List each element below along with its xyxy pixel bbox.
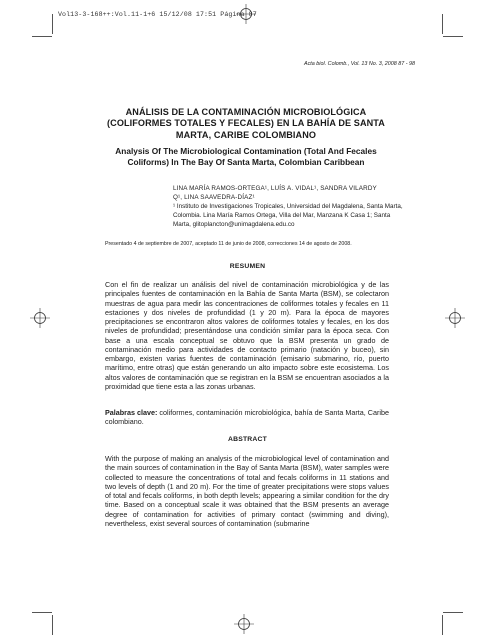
registration-mark-left-icon — [30, 308, 50, 328]
resumen-paragraph: Con el fin de realizar un análisis del nivel de contaminación microbiológica y de las principales fuentes de contaminación en la Bahía de Santa Marta (BSM), se colectaron muestras de agua para medir las concentraciones de coliformes totales y fecales en 11 estaciones y dos niveles de profundidad (1 y 20 m). Para la época de mayores precipitaciones se encontraron altos valores de coliformes totales y fecales, en los dos niveles de profundidad; presentándose una condición similar para la época seca. Con base a una escala conceptual se obtuvo que la BSM presenta un grado de contaminación medio para actividades de contacto primario (natación y buceo), sin embargo, existen varias fuentes de contaminación (emisario submarino, río, puerto marítimo, entre otras) que están generando un alto impacto sobre este ecosistema. Los altos valores de contaminación que se registran en la BSM se encuentran asociados a la proximidad que tiene esta a las zonas urbanas. — [105, 280, 389, 391]
crop-mark-bottom-right-h — [443, 612, 463, 613]
author-affiliation: ¹ Instituto de Investigaciones Tropicales, Universidad del Magdalena, Santa Marta, Colombia. Lina María Ramos Ortega, Villa del Mar, Manzana K Casa 1; Santa Marta, glitoplancton@unimagdalena.edu.co — [173, 203, 403, 229]
crop-mark-bottom-right-v — [442, 615, 443, 635]
crop-mark-top-left-h — [32, 36, 52, 37]
author-names-line-2: Q¹, LINA SAAVEDRA-DÍAZ¹ — [173, 194, 255, 202]
crop-mark-top-right-h — [443, 36, 463, 37]
crop-mark-bottom-left-v — [52, 615, 53, 635]
keywords-list: coliformes, contaminación microbiológica, bahía de Santa Marta, Caribe colombiano. — [105, 408, 389, 427]
keywords-label: Palabras clave: — [105, 408, 158, 417]
article-title-english: Analysis Of The Microbiological Contamination (Total And Fecales Coliforms) In The Bay Of Santa Marta, Colombian Caribbean — [115, 146, 377, 167]
registration-mark-bottom-icon — [234, 614, 254, 634]
registration-mark-right-icon — [445, 308, 465, 328]
crop-mark-top-right-v — [442, 14, 443, 34]
author-names-line-1: LINA MARÍA RAMOS-ORTEGA¹, LUÍS A. VIDAL¹, SANDRA VILARDY — [173, 185, 377, 192]
article-title-spanish: ANÁLISIS DE LA CONTAMINACIÓN MICROBIOLÓGICA (COLIFORMES TOTALES Y FECALES) EN LA BAHÍA DE SANTA MARTA, CARIBE COLOMBIANO — [107, 107, 385, 140]
abstract-paragraph: With the purpose of making an analysis of the microbiological level of contamination and the main sources of contamination in the Bay of Santa Marta (BSM), water samples were collected to measure the concentrations of total and fecals coliforms in 11 stations and two levels of depth (1 and 20 m). For the time of greater precipitations were stops values of total and fecals coliforms, in both depth levels; appearing a similar condition for the dry time. Based on a conceptual scale it was obtained that the BSM presents an average degree of contamination for activities of primary contact (swimming and diving), nevertheless, exist several sources of contamination (submarine — [105, 454, 389, 528]
keywords-paragraph — [105, 408, 389, 427]
registration-mark-top-icon — [236, 4, 256, 24]
print-slug-line: Vol13-3-168++:Vol.11-1+6 15/12/08 17:51 Página 87 — [58, 11, 257, 18]
author-block — [173, 184, 405, 229]
submission-dates: Presentado 4 de septiembre de 2007, aceptado 11 de junio de 2008, correcciones 14 de agosto de 2008. — [105, 241, 352, 247]
abstract-heading: ABSTRACT — [228, 436, 267, 443]
resumen-heading: RESUMEN — [229, 263, 266, 270]
crop-mark-top-left-v — [52, 14, 53, 34]
journal-reference: Acta biol. Colomb., Vol. 13 No. 3, 2008 87 - 98 — [304, 61, 415, 67]
crop-mark-bottom-left-h — [32, 612, 52, 613]
